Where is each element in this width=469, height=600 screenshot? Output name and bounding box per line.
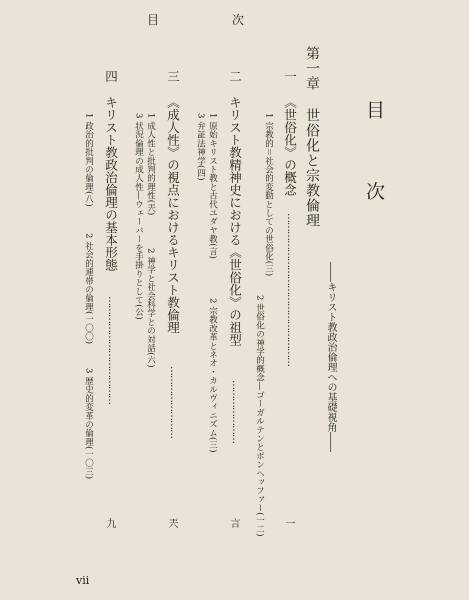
section-item: 3 状況倫理の成人性―ウェーバーを手掛りとして(公) [133, 113, 144, 320]
section-item: 3 歴史的変革の倫理(一〇三) [83, 368, 94, 480]
section-number: 二 [227, 70, 243, 83]
section-page: 兲 [166, 518, 177, 528]
running-header-right: 次 [232, 13, 245, 27]
dot-leader: ……………………………… [106, 296, 117, 404]
section-number: 一 [282, 70, 298, 83]
section-item: 2 宗教改革とネオ・カルヴィニズム(三) [207, 298, 218, 453]
chapter-title: 世俗化と宗教倫理 [304, 108, 320, 228]
section-item: 1 宗教的＝社会的変動としての世俗化(三) [263, 113, 274, 277]
section-title: 《成人性》の視点におけるキリスト教倫理 [165, 96, 181, 334]
page-title: 目 次 [363, 100, 385, 229]
section-title: キリスト教精神史における《世俗化》の祖型 [227, 96, 243, 346]
section-title: 《世俗化》の概念 [282, 96, 298, 196]
running-header-left: 目 [147, 13, 160, 27]
chapter-page: 一 [283, 518, 294, 528]
section-item: 2 社会的連帯の倫理(一〇〇) [83, 233, 94, 345]
section-item: 1 政治的批判の倫理(八) [83, 113, 94, 207]
dot-leader: ………………… [230, 380, 241, 443]
section-page: 九 [104, 518, 115, 528]
section-item: 1 成人性と批判的理性(兲) [145, 113, 156, 216]
section-item: 2 神学と社会科学との対話(六) [145, 248, 156, 368]
section-page: 言 [228, 518, 239, 528]
chapter-subtitle: ――キリスト教政治倫理への基礎視角―― [325, 262, 336, 452]
page-number: vii [76, 574, 90, 587]
dot-leader: …………………… [168, 366, 179, 438]
section-item: 2 世俗化の神学的概念―ゴーガルテンとボンヘッファー(一二) [254, 295, 265, 537]
section-item: 1 原始キリスト教と古代ユダヤ教(言) [207, 113, 218, 260]
section-number: 四 [103, 70, 119, 83]
section-item: 3 弁証法神学(四) [195, 113, 206, 181]
dot-leader: …………………………………………… [285, 213, 296, 366]
section-number: 三 [165, 70, 181, 83]
chapter-label: 第一章 [304, 46, 320, 91]
section-title: キリスト教政治倫理の基本形態 [103, 96, 119, 271]
